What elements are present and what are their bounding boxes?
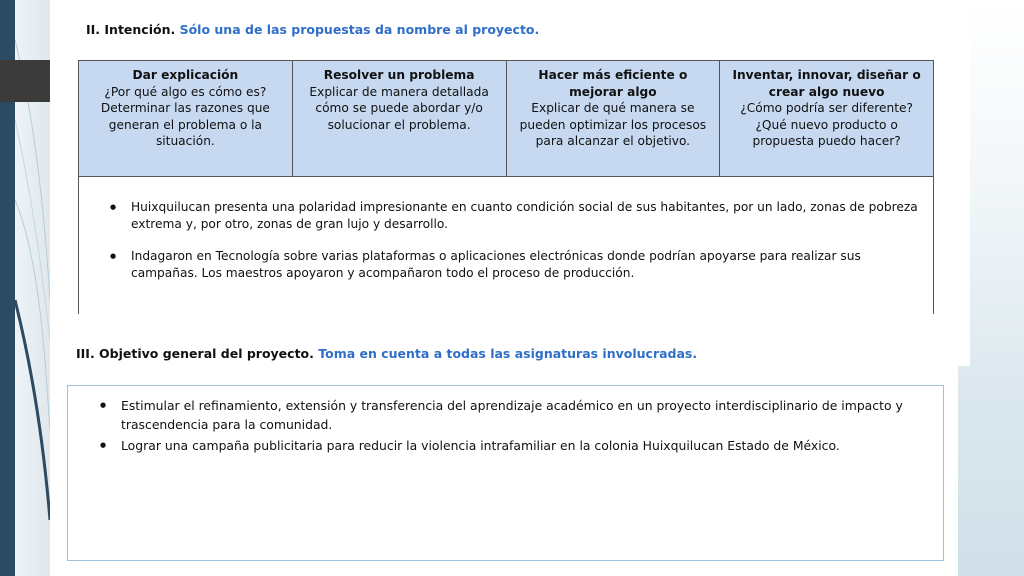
table-body (79, 199, 933, 281)
list-item: ● Lograr una campaña publicitaria para reducir la violencia intrafamiliar en la colonia Huixquilucan Estado de México. (121, 436, 929, 455)
intencion-bullet-list (131, 199, 919, 281)
column-description: Explicar de manera detallada cómo se puede abordar y/o solucionar el problema. (309, 84, 489, 132)
section-hint: Toma en cuenta a todas las asignaturas involucradas. (318, 346, 698, 361)
list-item: ● Indagaron en Tecnología sobre varias plataformas o aplicaciones electrónicas donde podrían apoyarse para realizar sus campañas. Los maestros apoyaron y acompañaron todo el proceso de producción. (131, 248, 919, 281)
column-title: Resolver un problema (323, 68, 475, 82)
section-heading-objetivo (76, 346, 697, 361)
table-header-row (79, 61, 933, 177)
slide-accent-block (0, 60, 50, 102)
column-title: Inventar, innovar, diseñar o crear algo nuevo (732, 68, 921, 99)
objetivo-bullet-list (121, 396, 929, 455)
section-title: II. Intención. (86, 22, 176, 37)
column-title: Hacer más eficiente o mejorar algo (538, 68, 688, 99)
column-title: Dar explicación (132, 68, 239, 82)
table-header-cell (720, 61, 933, 176)
section-hint: Sólo una de las propuestas da nombre al proyecto. (179, 22, 540, 37)
table-header-cell (293, 61, 507, 176)
column-description: Explicar de qué manera se pueden optimizar los procesos para alcanzar el objetivo. (519, 101, 707, 149)
list-item: ● Huixquilucan presenta una polaridad impresionante en cuanto condición social de sus habitantes, por un lado, zonas de pobreza extrema y, por otro, zonas de gran lujo y desarrollo. (131, 199, 919, 232)
column-description: ¿Por qué algo es cómo es? Determinar las razones que generan el problema o la situación. (100, 84, 270, 149)
table-header-cell (79, 61, 293, 176)
list-item: ● Estimular el refinamiento, extensión y transferencia del aprendizaje académico en un proyecto interdisciplinario de impacto y trascendencia para la comunidad. (121, 396, 929, 434)
section-heading-intencion (86, 22, 539, 37)
section-title: III. Objetivo general del proyecto. (76, 346, 314, 361)
slide-right-mask (958, 0, 970, 366)
intencion-table (78, 60, 934, 314)
objetivo-box (67, 385, 944, 561)
table-header-cell (507, 61, 721, 176)
column-description: ¿Cómo podría ser diferente? ¿Qué nuevo producto o propuesta puedo hacer? (740, 101, 913, 149)
